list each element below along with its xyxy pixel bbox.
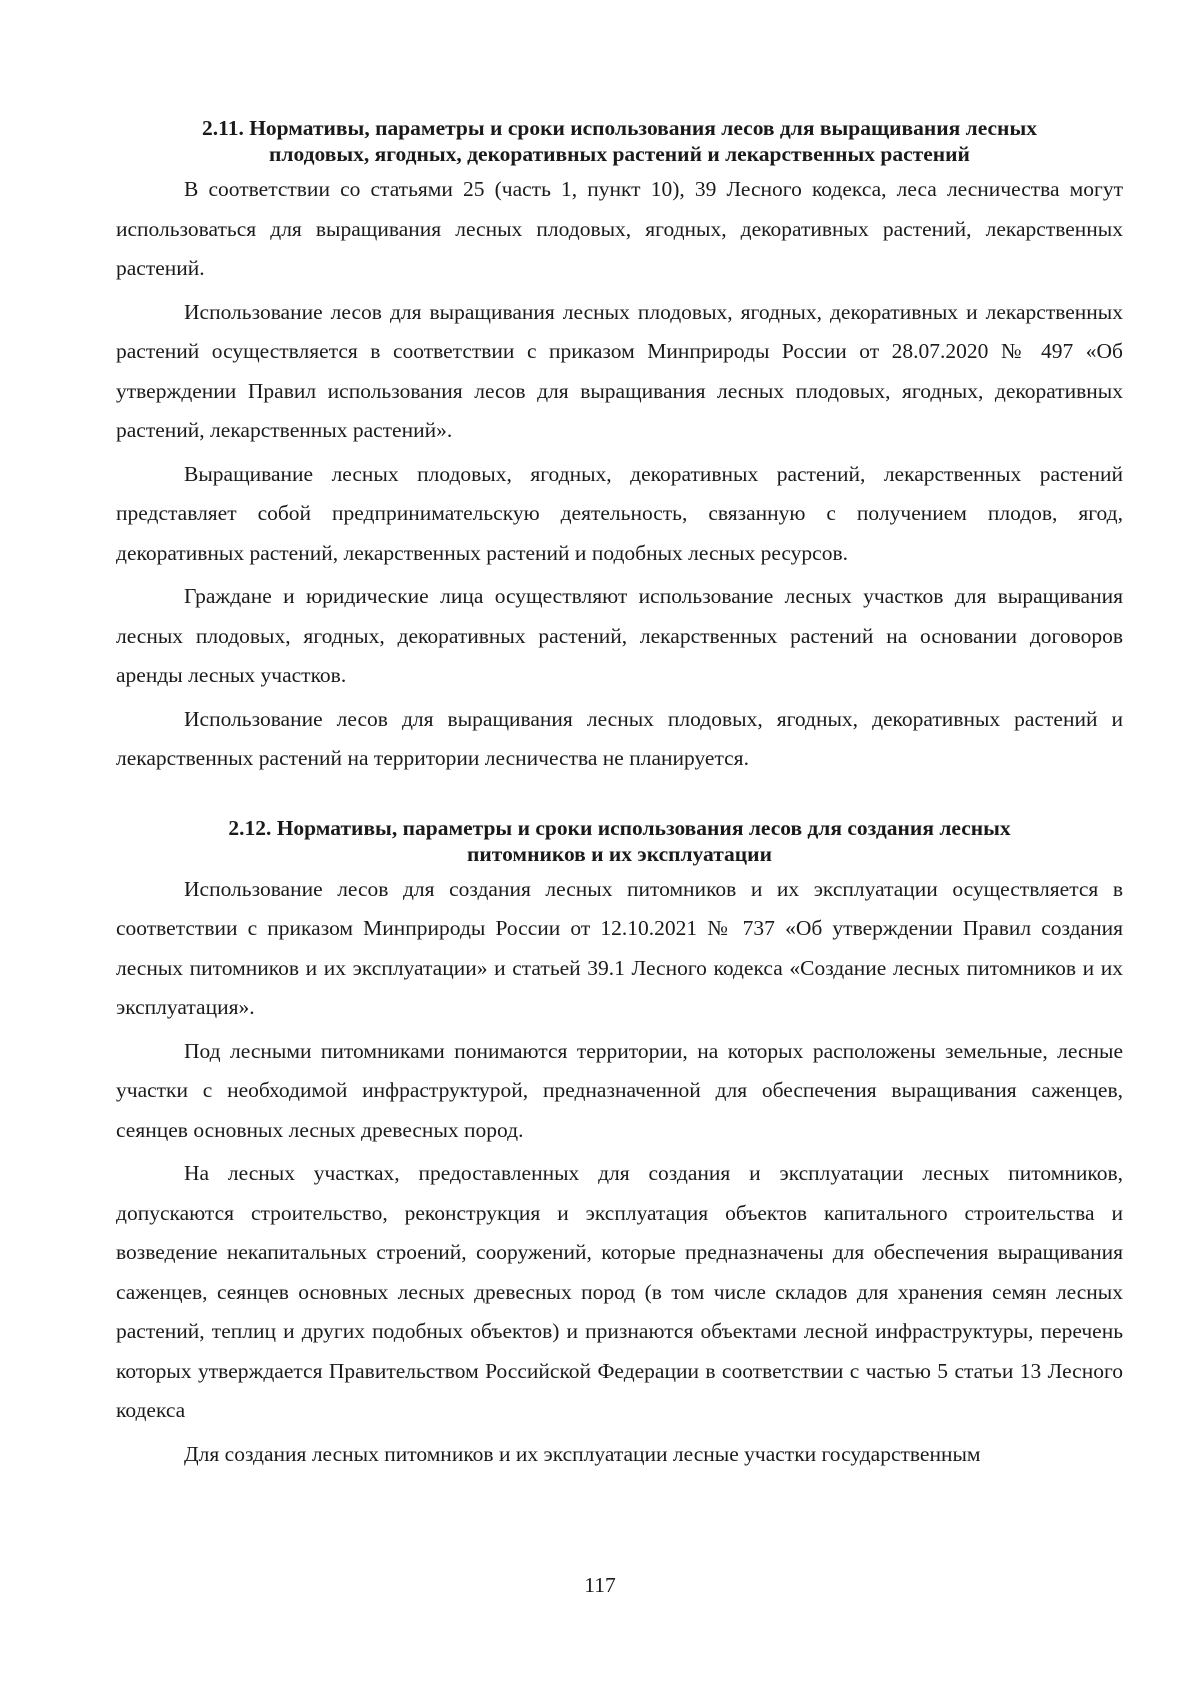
section-2-12-heading-line2: питомников и их эксплуатации — [467, 841, 772, 866]
section-2-12-paragraph-4: Для создания лесных питомников и их эксплуатации лесные участки государственным — [184, 1441, 981, 1466]
section-2-11-paragraph-1: В соответствии со статьями 25 (часть 1, пункт 10), 39 Лесного кодекса, леса лесничества могут использоваться для выращивания лесных плодовых, ягодных, декоративных растений, лекарственных растений. — [116, 177, 1123, 280]
section-2-11-heading-line1: 2.11. Нормативы, параметры и сроки использования лесов для выращивания лесных — [202, 116, 1037, 140]
document-page — [116, 115, 1123, 1474]
section-2-12-heading-line1: 2.12. Нормативы, параметры и сроки использования лесов для создания лесных — [228, 815, 1011, 840]
page-number: 117 — [584, 1573, 616, 1597]
section-2-12-paragraph-1: Использование лесов для создания лесных питомников и их эксплуатации осуществляется в соответствии с приказом Минприроды России от 12.10.2021 № 737 «Об утверждении Правил создания лесных питомников и их эксплуатации» и статьей 39.1 Лесного кодекса «Создание лесных питомников и их эксплуатация». — [116, 876, 1123, 1019]
section-2-11-paragraph-3: Выращивание лесных плодовых, ягодных, декоративных растений, лекарственных растений представляет собой предпринимательскую деятельность, связанную с получением плодов, ягод, декоративных растений, лекарственных растений и подобных лесных ресурсов. — [116, 461, 1123, 565]
section-2-12-paragraph-2: Под лесными питомниками понимаются территории, на которых расположены земельные, лесные участки с необходимой инфраструктурой, предназначенной для обеспечения выращивания саженцев, сеянцев основных лесных древесных пород. — [116, 1038, 1123, 1142]
section-2-11-paragraph-5: Использование лесов для выращивания лесных плодовых, ягодных, декоративных растений и лекарственных растений на территории лесничества не планируется. — [116, 706, 1123, 770]
section-2-12-paragraph-3: На лесных участках, предоставленных для создания и эксплуатации лесных питомников, допускаются строительство, реконструкция и эксплуатация объектов капитального строительства и возведение некапитальных строений, сооружений, которые предназначены для обеспечения выращивания саженцев, сеянцев основных лесных древесных пород (в том числе складов для хранения семян лесных растений, теплиц и других подобных объектов) и признаются объектами лесной инфраструктуры, перечень которых утверждается Правительством Российской Федерации в соответствии с частью 5 статьи 13 Лесного кодекса — [116, 1161, 1123, 1422]
section-2-12-heading — [116, 815, 1123, 867]
section-2-11-paragraph-4: Граждане и юридические лица осуществляют использование лесных участков для выращивания лесных плодовых, ягодных, декоративных растений, лекарственных растений на основании договоров аренды лесных участков. — [116, 584, 1123, 687]
section-2-11-paragraph-2: Использование лесов для выращивания лесных плодовых, ягодных, декоративных и лекарственных растений осуществляется в соответствии с приказом Минприроды России от 28.07.2020 № 497 «Об утверждении Правил использования лесов для выращивания лесных плодовых, ягодных, декоративных растений, лекарственных растений». — [116, 299, 1123, 442]
section-2-11-heading-line2: плодовых, ягодных, декоративных растений и лекарственных растений — [269, 142, 970, 166]
section-2-11-heading — [116, 115, 1123, 167]
